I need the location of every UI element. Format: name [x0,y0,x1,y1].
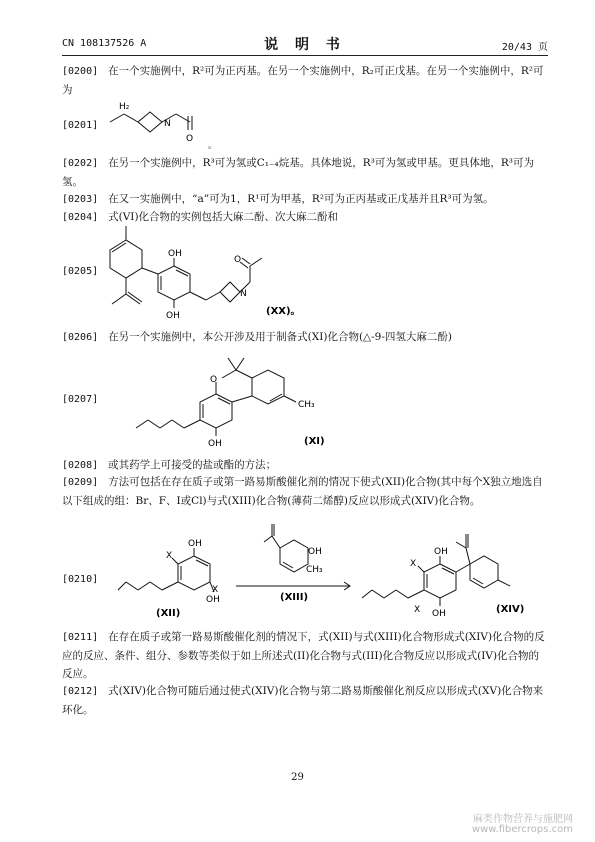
paragraph-number: [0209] [62,477,99,488]
period-mark: 。 [208,141,218,151]
paragraph-0202 [62,154,548,191]
paragraph-number: [0202] [62,158,99,169]
paragraph-text: 式(XIV)化合物可随后通过使式(XIV)化合物与第二路易斯酸催化剂反应以形成式(XV)化合物来环化。 [62,685,544,716]
oh-label-xii-top: OH [188,539,202,549]
compound-label-xi: (XI) [304,436,325,447]
page-header [62,34,548,52]
paragraph-number-0201: [0201] [62,120,99,131]
azetidine-substituent-structure [108,96,228,152]
paragraph-text: 在存在质子或第一路易斯酸催化剂的情况下，式(XII)与式(XIII)化合物形成式(XIV)化合物的反应的反应、条件、组分、参数等类似于如上所述式(II)化合物与式(III)化合物反应以形成式(IV)化合物的反应。 [62,631,545,680]
paragraph-0206 [62,328,548,347]
ch3-label-xiii: CH₃ [306,565,323,575]
paragraph-text: 方法可包括在存在质子或第一路易斯酸催化剂的情况下使式(XII)化合物(其中每个X独立地选自以下组成的组：Br、F、I或Cl)与式(XIII)化合物(薄荷二烯醇)反应以形成式(XIV)化合物。 [62,476,543,507]
ch3-label: CH₃ [298,400,315,410]
h2-label: H₂ [119,102,130,112]
paragraph-text: 在又一实施例中，“a”可为1，R¹可为甲基，R²可为正丙基或正戊基并且R³可为氢。 [108,193,494,205]
o-label: O [186,134,194,144]
n-label: N [240,289,247,299]
o-label: O [234,255,242,265]
watermark-line-2: www.fibercrops.com [471,824,573,835]
paragraph-text: 式(VI)化合物的实例包括大麻二酚、次大麻二酚和 [108,211,339,223]
compound-label-xx: (XX)。 [266,306,301,317]
paragraph-0211 [62,628,548,683]
paragraph-text: 在一个实施例中，R²可为正丙基。在另一个实施例中，R₂可正戊基。在另一个实施例中，R²可为 [62,65,544,96]
paragraph-0200 [62,62,548,99]
paragraph-0209 [62,473,548,510]
paragraph-number: [0204] [62,212,99,223]
compound-label-xii: (XII) [156,608,181,619]
x-label-xii-side: X [212,585,219,595]
n-label: N [164,119,171,129]
paragraph-text: 在另一个实施例中，本公开涉及用于制备式(XI)化合物(△-9-四氢大麻二酚) [108,331,452,343]
x-label-xii-top: X [166,551,173,561]
patent-number: CN 108137526 A [62,38,147,49]
paragraph-0212 [62,682,548,719]
paragraph-text: 在另一个实施例中，R³可为氢或C₁₋₄烷基。具体地说，R³可为氢或甲基。更具体地，R³可为氢。 [62,157,534,188]
x-label-xiv-bottom: X [414,605,421,615]
paragraph-text: 或其药学上可接受的盐或酯的方法； [108,459,277,471]
o-label: O [210,375,218,385]
oh-label-xiv-bottom: OH [432,609,446,619]
structure-xi [140,352,350,456]
oh-bottom-label: OH [166,311,180,321]
structure-xx [100,222,300,326]
oh-top-label: OH [168,249,182,259]
paragraph-number: [0200] [62,66,99,77]
paragraph-number: [0212] [62,686,99,697]
paragraph-number-0210: [0210] [62,574,99,585]
watermark-line-1: 麻类作物营养与施肥网 [473,814,573,825]
paragraph-number: [0211] [62,632,99,643]
paragraph-number-0207: [0207] [62,394,99,405]
x-label-xiv-top: X [410,559,417,569]
oh-label-xiii: OH [308,547,322,557]
oh-label-xii-bottom: OH [206,595,220,605]
oh-label-xiv-top: OH [434,547,448,557]
document-title: 说 明 书 [264,37,346,53]
compound-label-xiv: (XIV) [496,604,525,615]
page-indicator: 20/43 页 [501,42,548,53]
paragraph-0203 [62,190,548,209]
oh-label: OH [208,439,222,449]
compound-label-xiii: (XIII) [280,592,309,603]
paragraph-number: [0203] [62,194,99,205]
paragraph-number-0205: [0205] [62,266,99,277]
paragraph-number: [0208] [62,460,99,471]
reaction-scheme [118,528,538,628]
header-rule [62,55,548,56]
paragraph-number: [0206] [62,332,99,343]
page-number: 29 [291,772,304,783]
